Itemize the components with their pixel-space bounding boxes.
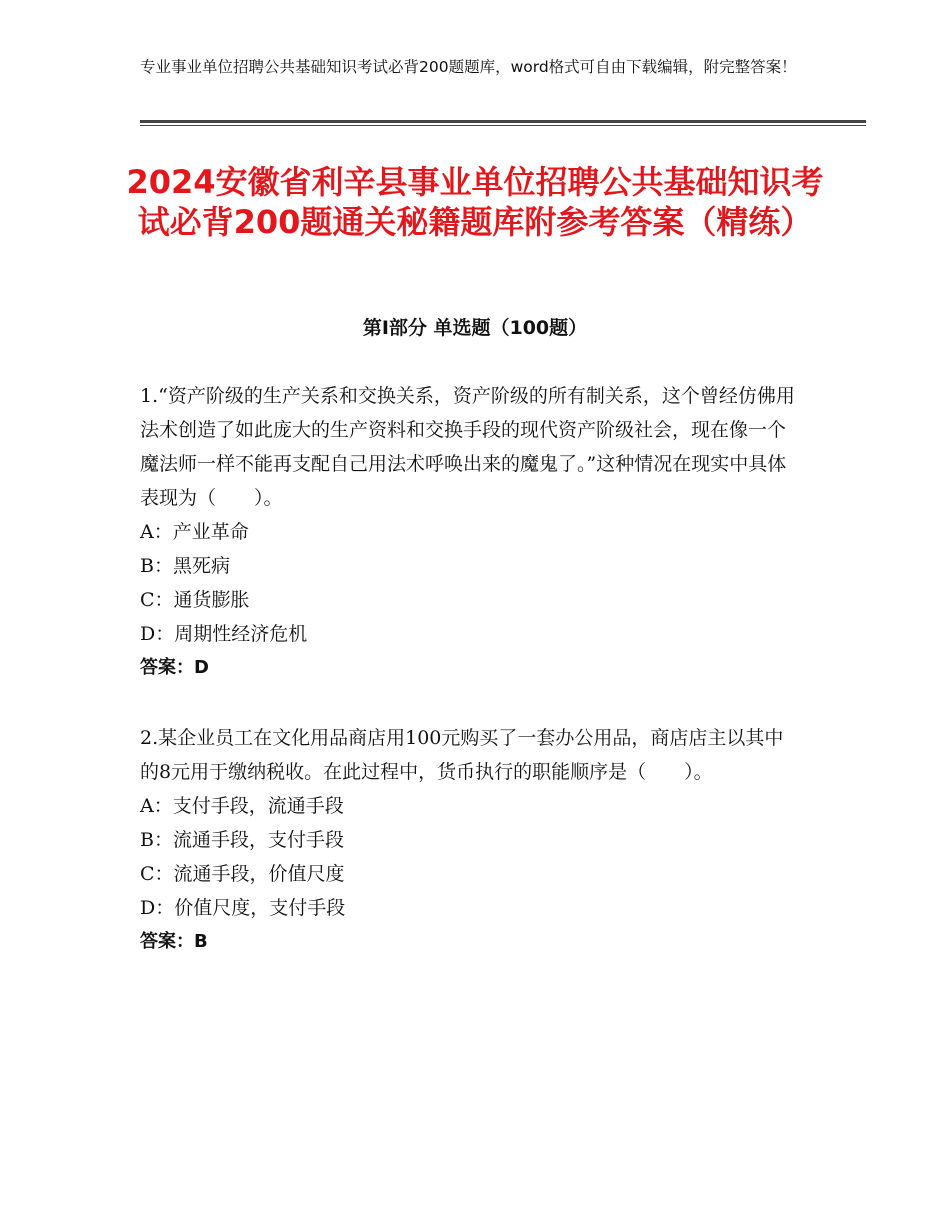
option-c: C：流通手段，价值尺度 [140,863,345,885]
header-note: 专业事业单位招聘公共基础知识考试必背200题题库，word格式可自由下载编辑，附完整答案！ [140,58,797,76]
header-rule-thick [140,120,866,123]
option-d: D：价值尺度，支付手段 [140,897,346,919]
question-1 [140,379,800,685]
option-a: A：支付手段，流通手段 [140,795,344,817]
answer: 答案：D [140,657,209,678]
section-title: 第Ⅰ部分 单选题（100题） [362,317,588,339]
question-stem: 1.“资产阶级的生产关系和交换关系，资产阶级的所有制关系，这个曾经仿佛用法术创造了如此庞大的生产资料和交换手段的现代资产阶级社会，现在像一个魔法师一样不能再支配自己用法术呼唤出来的魔鬼了。”这种情况在现实中具体表现为（ ）。 [140,385,795,509]
question-stem: 2.某企业员工在文化用品商店用100元购买了一套办公用品，商店店主以其中的8元用于缴纳税收。在此过程中，货币执行的职能顺序是（ ）。 [140,727,784,783]
document-title: 2024安徽省利辛县事业单位招聘公共基础知识考试必背200题通关秘籍题库附参考答案（精练） [126,163,824,241]
option-b: B：流通手段，支付手段 [140,829,344,851]
option-b: B：黑死病 [140,555,230,577]
header-rule-thin [140,125,866,126]
option-a: A：产业革命 [140,521,249,543]
question-2 [140,721,800,959]
option-d: D：周期性经济危机 [140,623,308,645]
answer: 答案：B [140,931,208,952]
option-c: C：通货膨胀 [140,589,250,611]
